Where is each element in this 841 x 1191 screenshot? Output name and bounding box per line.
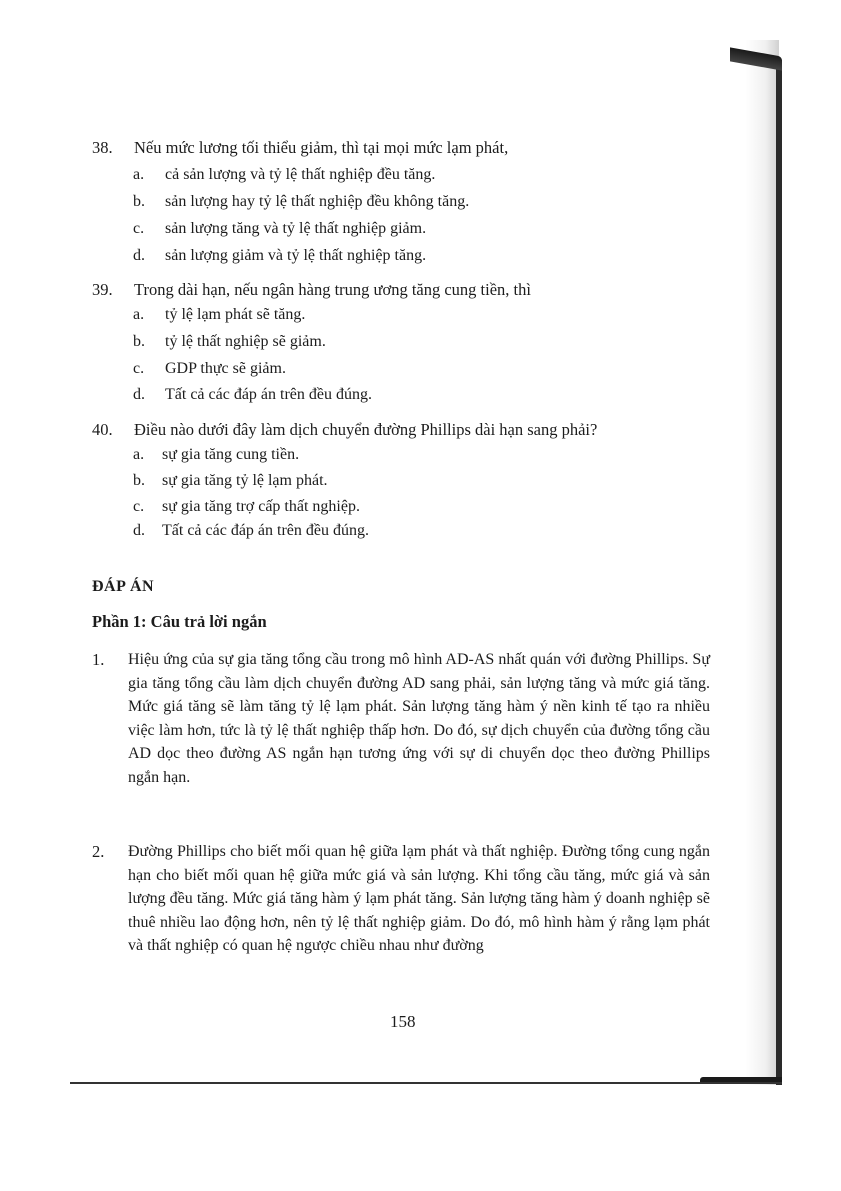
option-letter: c. [133,498,145,515]
answer-text: Hiệu ứng của sự gia tăng tổng cầu trong mô hình AD-AS nhất quán với đường Phillips. Sự gia tăng tổng cầu làm dịch chuyển đường AD sang phải, sản lượng tăng và mức giá tăng. Mức giá tăng sẽ làm tăng tỷ lệ lạm phát. Sản lượng tăng hàm ý nền kinh tế tạo ra nhiều việc làm hơn, tức là tỷ lệ thất nghiệp thấp hơn. Do đó, sự dịch chuyển của đường tổng cầu AD dọc theo đường AS ngắn hạn tương ứng với sự di chuyển dọc theo đường Phillips ngắn hạn. [128,651,710,786]
question-text: Trong dài hạn, nếu ngân hàng trung ương tăng cung tiền, thì [134,280,531,299]
question-number: 39. [92,280,113,299]
option-text: sản lượng giảm và tỷ lệ thất nghiệp tăng. [165,247,427,264]
option-letter: a. [133,166,145,183]
question-text: Nếu mức lương tối thiểu giảm, thì tại mọi mức lạm phát, [134,138,509,157]
option-text: sự gia tăng tỷ lệ lạm phát. [162,472,328,489]
option-text: tỷ lệ lạm phát sẽ tăng. [165,306,306,323]
part-title: Phần 1: Câu trả lời ngắn [92,612,267,631]
option-text: cả sản lượng và tỷ lệ thất nghiệp đều tăng. [165,166,436,183]
page-edge-shadow [745,40,779,1085]
option-letter: b. [133,333,145,350]
option-text: tỷ lệ thất nghiệp sẽ giảm. [165,333,326,350]
page-edge-bottom [70,1082,782,1084]
option-letter: d. [133,522,145,539]
option-letter: c. [133,220,145,237]
question-number: 40. [92,420,113,439]
page-edge-right [776,60,782,1085]
option-letter: d. [133,247,145,264]
option-text: Tất cả các đáp án trên đều đúng. [165,386,373,403]
answer-number: 2. [92,842,105,861]
option-letter: a. [133,306,145,323]
option-letter: d. [133,386,145,403]
answers-heading: ĐÁP ÁN [92,578,155,595]
option-letter: a. [133,446,145,463]
option-letter: b. [133,472,145,489]
option-text: sản lượng tăng và tỷ lệ thất nghiệp giảm. [165,220,427,237]
page-edge-bottom-corner [700,1077,782,1082]
option-text: sự gia tăng cung tiền. [162,446,300,463]
option-text: Tất cả các đáp án trên đều đúng. [162,522,370,539]
option-text: GDP thực sẽ giảm. [165,360,286,377]
option-text: sản lượng hay tỷ lệ thất nghiệp đều không tăng. [165,193,470,210]
question-number: 38. [92,138,113,157]
option-text: sự gia tăng trợ cấp thất nghiệp. [162,498,360,515]
option-letter: c. [133,360,145,377]
page-number: 158 [390,1012,416,1031]
answer-text: Đường Phillips cho biết mối quan hệ giữa lạm phát và thất nghiệp. Đường tổng cung ngắn hạn cho biết mối quan hệ giữa mức giá và sản lượng. Khi tổng cầu tăng, mức giá và sản lượng đều tăng. Mức giá tăng hàm ý lạm phát tăng. Sản lượng tăng hàm ý doanh nghiệp sẽ thuê nhiều lao động hơn, nên tỷ lệ thất nghiệp giảm. Do đó, mô hình hàm ý rằng lạm phát và thất nghiệp có quan hệ ngược chiều nhau như đường [128,843,710,954]
answer-number: 1. [92,650,105,669]
option-letter: b. [133,193,145,210]
question-text: Điều nào dưới đây làm dịch chuyển đường Phillips dài hạn sang phải? [134,420,598,439]
